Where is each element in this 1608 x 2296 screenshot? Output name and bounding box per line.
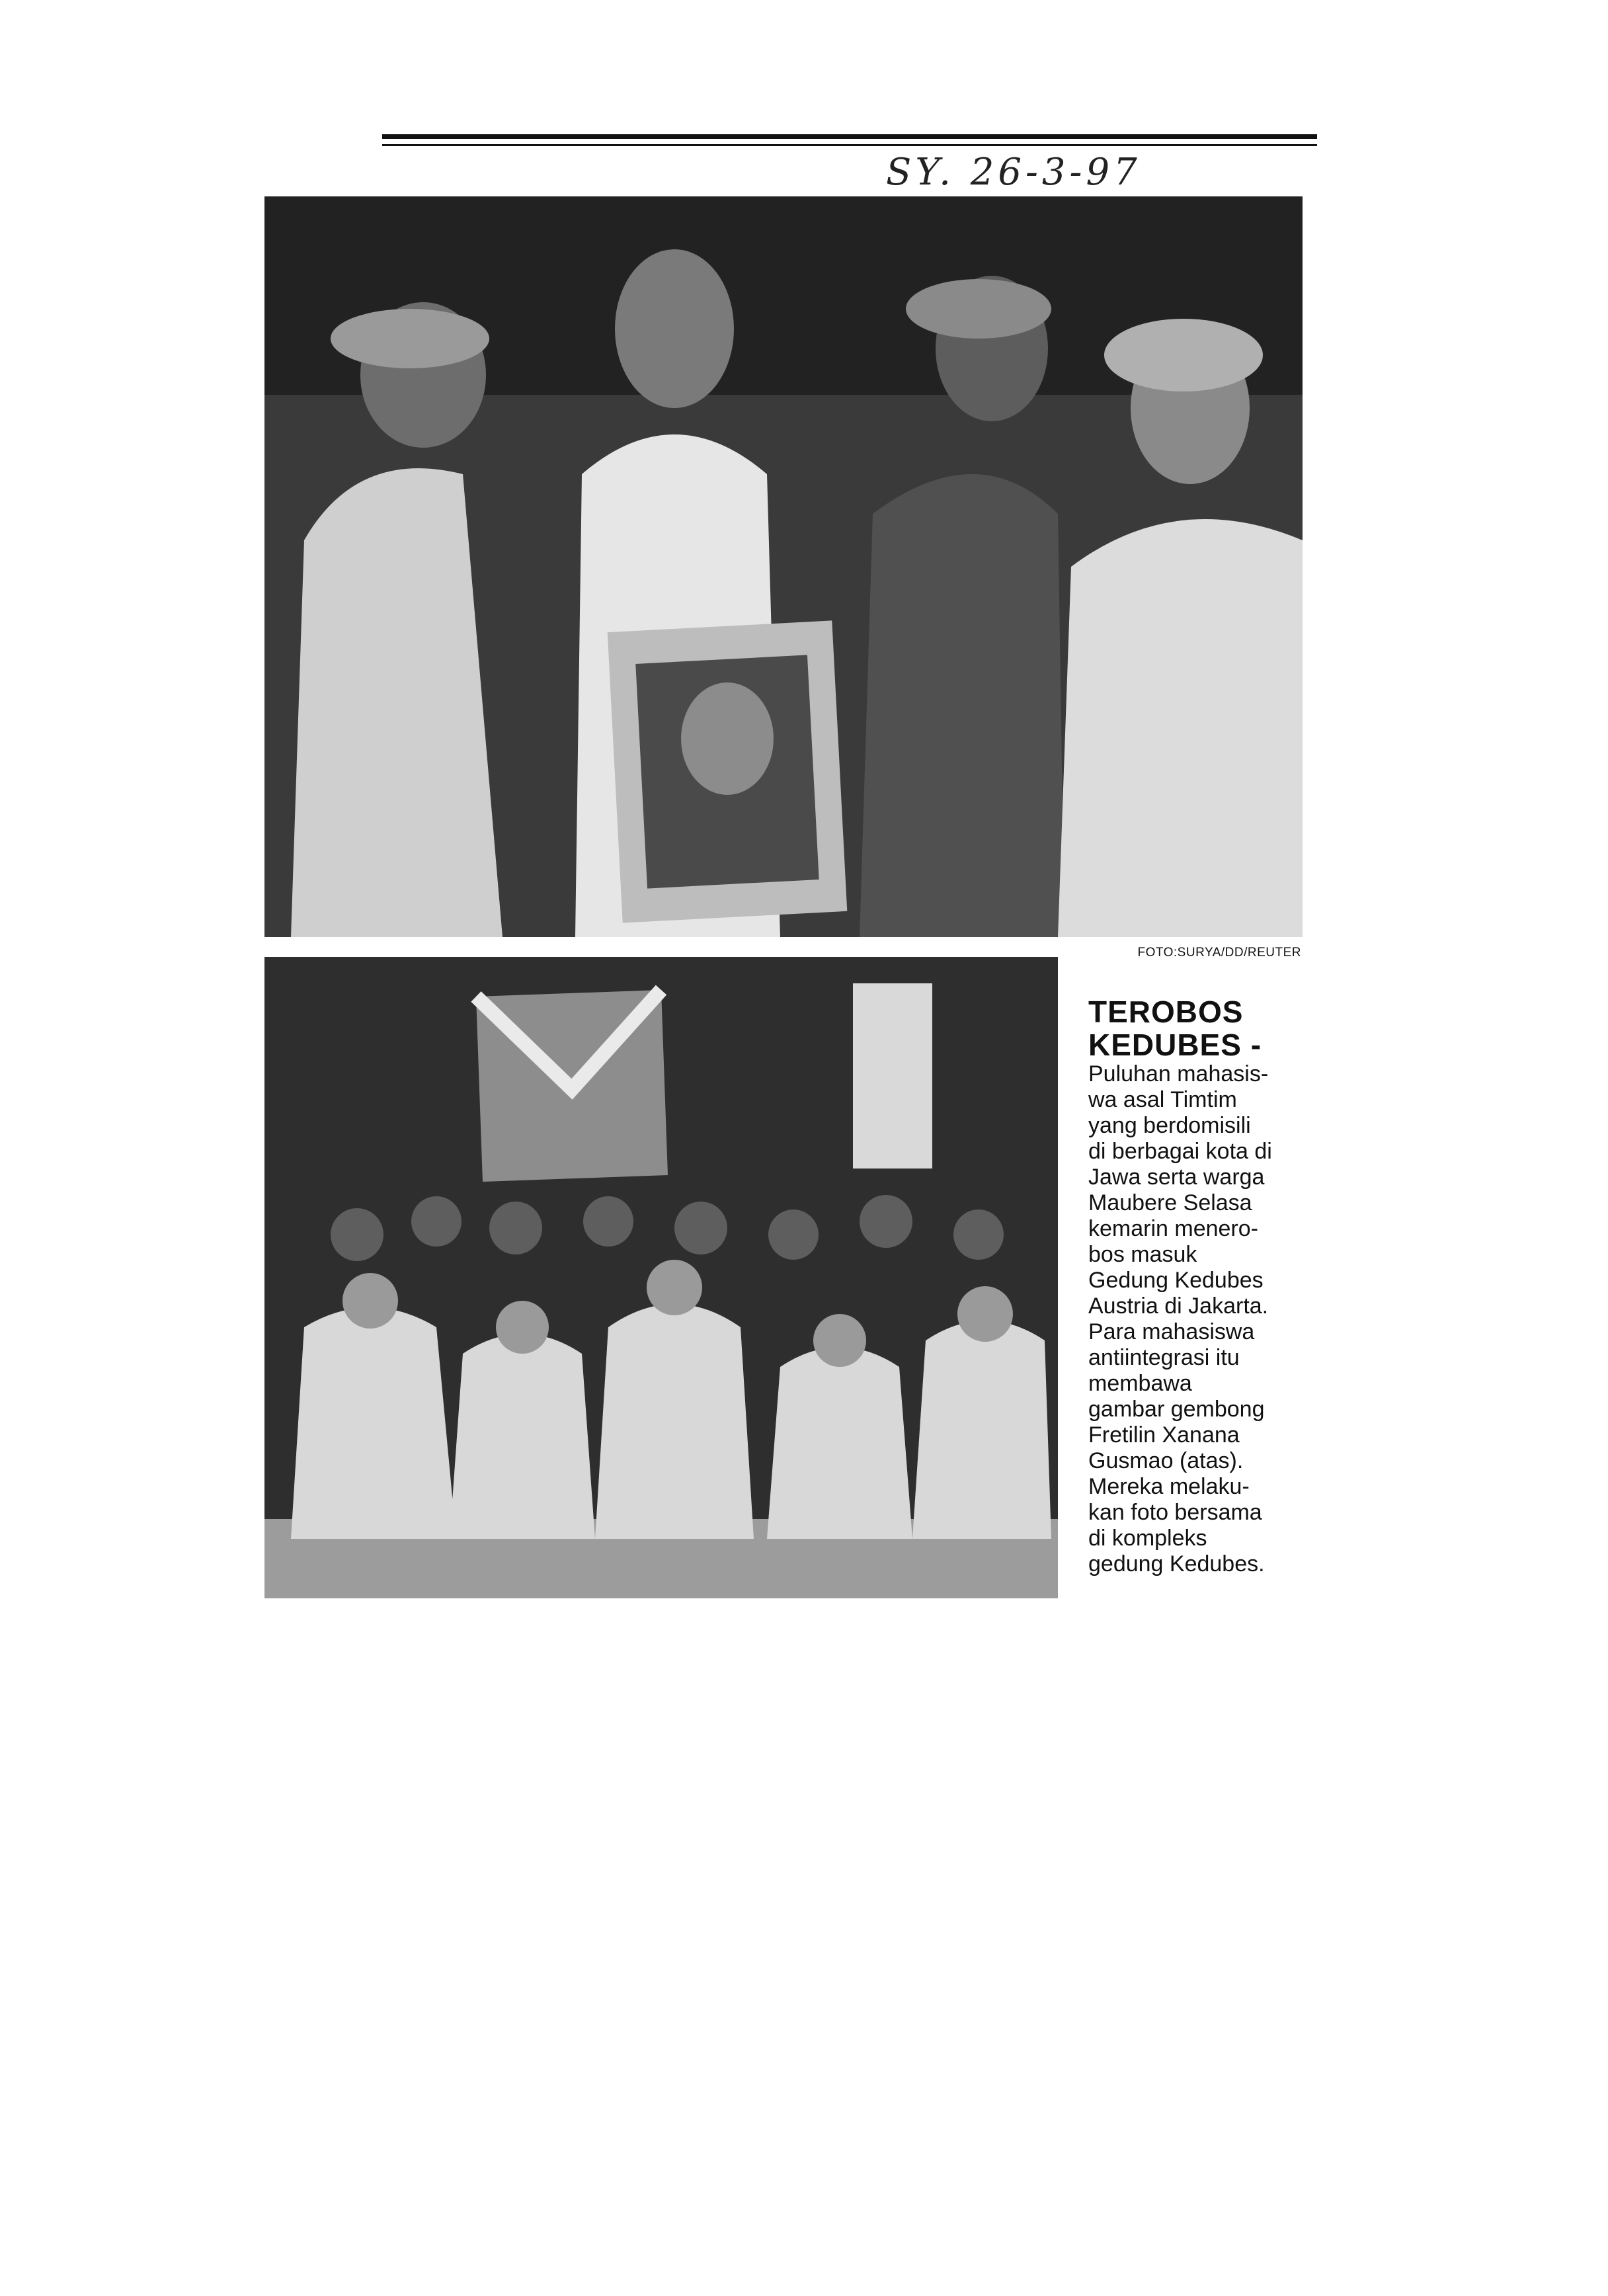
caption-line: bos masuk — [1088, 1242, 1197, 1267]
caption-headline-line1: TEROBOS — [1088, 995, 1244, 1029]
caption-line: Para mahasiswa — [1088, 1319, 1255, 1344]
bottom-photo — [264, 957, 1058, 1598]
top-photo — [264, 196, 1303, 937]
caption-line: kan foto bersama — [1088, 1500, 1262, 1525]
caption-headline-line2: KEDUBES - — [1088, 1028, 1262, 1062]
top-rule — [382, 134, 1317, 139]
top-rule-thin — [382, 144, 1317, 146]
caption-line: Austria di Jakarta. — [1088, 1293, 1269, 1319]
caption-line: Puluhan mahasis- — [1088, 1061, 1269, 1086]
caption-line: di kompleks — [1088, 1526, 1207, 1551]
caption-line: gedung Kedubes. — [1088, 1551, 1265, 1577]
photo-caption — [1088, 995, 1313, 1577]
caption-line: antiintegrasi itu — [1088, 1345, 1240, 1370]
caption-line: Gusmao (atas). — [1088, 1448, 1244, 1473]
handwritten-date: SY. 26-3-97 — [886, 151, 1141, 194]
caption-line: Gedung Kedubes — [1088, 1268, 1264, 1293]
caption-line: wa asal Timtim — [1088, 1087, 1237, 1112]
caption-line: yang berdomisili — [1088, 1113, 1251, 1138]
caption-line: di berbagai kota di — [1088, 1139, 1272, 1164]
caption-line: Mereka melaku- — [1088, 1474, 1250, 1499]
caption-line: Fretilin Xanana — [1088, 1422, 1240, 1448]
caption-line: kemarin menero- — [1088, 1216, 1258, 1241]
caption-line: gambar gembong — [1088, 1397, 1265, 1422]
caption-line: Maubere Selasa — [1088, 1190, 1252, 1215]
caption-line: Jawa serta warga — [1088, 1165, 1265, 1190]
photo-credit: FOTO:SURYA/DD/REUTER — [1137, 946, 1301, 960]
caption-line: membawa — [1088, 1371, 1192, 1396]
